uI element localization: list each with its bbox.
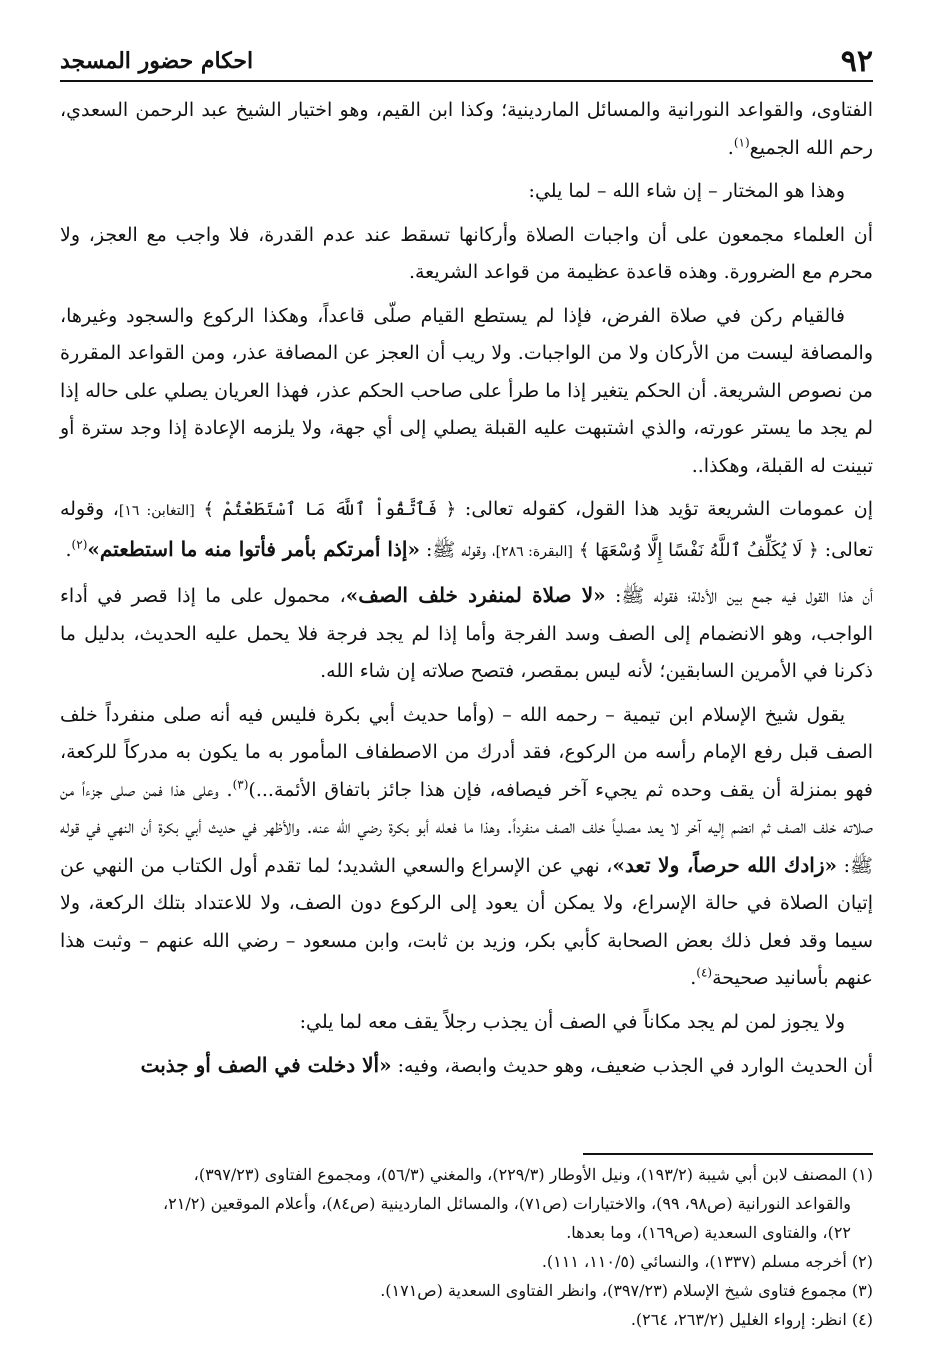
footnote-ref-1: (١) — [733, 135, 750, 150]
paragraph-5-tail: ، وقوله ﷺ: — [426, 538, 496, 561]
paragraph-5-mid: ، وقوله تعالى: — [60, 498, 873, 561]
paragraph-5-intro: إن عمومات الشريعة تؤيد هذا القول، كقوله تعالى: — [464, 498, 873, 520]
footnote-divider — [583, 1153, 873, 1155]
verse-ref-2: [البقرة: ٢٨٦] — [495, 543, 573, 560]
footnote-2: (٢) أخرجه مسلم (١٣٣٧)، والنسائي (١١٠/٥، ١١١). — [541, 1252, 873, 1271]
paragraph-8: ولا يجوز لمن لم يجد مكاناً في الصف أن يجذب رجلاً يقف معه لما يلي: — [299, 1010, 845, 1033]
footnote-ref-4: (٤) — [696, 965, 713, 980]
quran-verse-2: ﴿ لَا يُكَلِّفُ ٱللَّهُ نَفْسًا إِلَّا وُسْعَهَا ﴾ — [578, 539, 819, 561]
page-number: ٩٢ — [840, 44, 873, 79]
paragraph-6 — [60, 577, 873, 691]
paragraph-4: فالقيام ركن في صلاة الفرض، فإذا لم يستطع القيام صلّى قاعداً، وهكذا الركوع والسجود وغيرها، والمصافة ليست من الأركان ولا من الواجبات. ولا ريب أن العجز عن المصافة عذر، ومن القواعد المقررة من نصوص الشريعة. أن الحكم يتغير إذا ما طرأ على صاحب الحكم عذر، فهذا العريان يصلي على حاله إذا لم يجد ما يستر عورته، والذي اشتبهت عليه القبلة يصلي إلى أي جهة، ولا يلزمه الإعادة إذا وجد سترة أو تبينت له القبلة، وهكذا.. — [60, 304, 873, 477]
paragraph-5: إن عمومات الشريعة تؤيد هذا القول، كقوله تعالى: ﴿ فَٱتَّقُواْ ٱللَّهَ مَا ٱسْتَطَعْتُمْ ﴾ [التغابن: ١٦]، وقوله تعالى: ﴿ لَا يُكَلِّفُ ٱللَّهُ نَفْسًا إِلَّا وُسْعَهَا ﴾ [البقرة: ٢٨٦]، وقوله ﷺ: «إذا أمرتكم بأمر فأتوا منه ما استطعتم»$^{(٢)}$. — [60, 498, 873, 561]
footnote-4: (٤) انظر: إرواء الغليل (٢٦٣/٢، ٢٦٤). — [630, 1310, 873, 1329]
footnote-ref-2: (٢) — [71, 537, 88, 552]
paragraph-7-text: . وعلى هذا فمن صلى جزءاً من صلاته خلف الصف ثم انضم إليه آخر لا يعد مصلياً خلف الصف منفرداً. وهذا ما فعله أبو بكرة رضي الله عنه. والأظهر في حديث أبي بكرة أن النهي في قوله ﷺ: — [60, 778, 873, 877]
hadith-2: «لا صلاة لمنفرد خلف الصف» — [345, 583, 606, 607]
paragraph-9 — [60, 1047, 873, 1086]
hadith-3: «زادك الله حرصاً، ولا تعد» — [612, 852, 837, 877]
footnotes — [60, 1160, 873, 1334]
paragraph-1: الفتاوى، والقواعد النورانية والمسائل الماردينية؛ وكذا ابن القيم، وهو اختيار الشيخ عبد الرحمن السعدي، رحم الله الجميع$^{(١)}$. — [60, 99, 873, 159]
paragraph-2: وهذا هو المختار – إن شاء الله – لما يلي: — [528, 180, 845, 202]
paragraph-7-tail: ، نهي عن الإسراع والسعي الشديد؛ لما تقدم أول الكتاب من النهي عن إتيان الصلاة في حالة الإسراع، ولا يمكن أن يعود إلى الركوع دون الصف، ولا للاعتداد بتلك الركعة، ولا سيما وقد فعل ذلك بعض الصحابة كأبي بكر، وزيد بن ثابت، وابن مسعود – رضي الله عنهم – وثبت هذا عنهم بأسانيد صحيحة — [60, 854, 873, 989]
running-title: احكام حضور المسجد — [60, 48, 254, 74]
paragraph-6-intro: أن هذا القول فيه جمع بين الأدلة؛ فقوله ﷺ: — [615, 585, 873, 607]
paragraph-7-quote: يقول شيخ الإسلام ابن تيمية – رحمه الله – (وأما حديث أبي بكرة فليس فيه أنه صلى منفرداً خلف الصف قبل رفع الإمام رأسه من الركوع، فقد أدرك من الاصطفاف المأمور به ما يكون به مدركاً للركعة، فهو بمنزلة أن يقف وحده ثم يجيء آخر فيصافه، فإن هذا جائز باتفاق الأئمة...) — [60, 703, 874, 801]
page-header — [60, 40, 873, 82]
paragraph-1-text: الفتاوى، والقواعد النورانية والمسائل الماردينية؛ وكذا ابن القيم، وهو اختيار الشيخ عبد الرحمن السعدي، رحم الله الجميع — [60, 99, 873, 159]
footnote-3: (٣) مجموع فتاوى شيخ الإسلام (٣٩٧/٢٣)، وانظر الفتاوى السعدية (ص١٧١). — [380, 1281, 873, 1300]
verse-ref-1: [التغابن: ١٦] — [118, 503, 195, 519]
quran-verse-1: ﴿ فَٱتَّقُواْ ٱللَّهَ مَا ٱسْتَطَعْتُمْ ﴾ — [203, 499, 457, 520]
paragraph-6-text: ، محمول على ما إذا قصر في أداء الواجب، وهو الانضمام إلى الصف وسد الفرجة وأما إذا لم يجد فرجة فلا يحمل عليه الحديث، بدليل ما ذكرنا في الأمرين السابقين؛ لأنه ليس بمقصر، فتصح صلاته إن شاء الله. — [60, 585, 873, 682]
hadith-1: «إذا أمرتكم بأمر فأتوا منه ما استطعتم» — [87, 536, 420, 561]
hadith-4: «ألا دخلت في الصف أو جذبت — [140, 1053, 392, 1077]
footnote-ref-3: (٣) — [232, 777, 249, 792]
paragraph-3: أن العلماء مجمعون على أن واجبات الصلاة وأركانها تسقط عند عدم القدرة، فلا واجب مع العجز، ولا محرم مع الضرورة. وهذه قاعدة عظيمة من قواعد الشريعة. — [60, 223, 873, 283]
footnote-1-line-3: ٢٢)، والفتاوى السعدية (ص١٦٩)، وما بعدها. — [566, 1223, 851, 1242]
footnote-1-line-2: والقواعد النورانية (ص٩٨، ٩٩)، والاختيارات (ص٧١)، والمسائل الماردينية (ص٨٤)، وأعلام الموقعين (٢١/٢، — [162, 1194, 851, 1213]
paragraph-7: يقول شيخ الإسلام ابن تيمية – رحمه الله – (وأما حديث أبي بكرة فليس فيه أنه صلى منفرداً خلف الصف قبل رفع الإمام رأسه من الركوع، فقد أدرك من الاصطفاف المأمور به ما يكون به مدركاً للركعة، فهو بمنزلة أن يقف وحده ثم يجيء آخر فيصافه، فإن هذا جائز باتفاق الأئمة...)$^{(٣)}$. وعلى هذا فمن صلى جزءاً من صلاته خلف الصف ثم انضم إليه آخر لا يعد مصلياً خلف الصف منفرداً. وهذا ما فعله أبو بكرة رضي الله عنه. والأظهر في حديث أبي بكرة أن النهي في قوله ﷺ: «زادك الله حرصاً، ولا تعد»، نهي عن الإسراع والسعي الشديد؛ لما تقدم أول الكتاب من النهي عن إتيان الصلاة في حالة الإسراع، ولا يمكن أن يعود إلى الركوع دون الصف، ولا للاعتداد بتلك الركعة، ولا سيما وقد فعل ذلك بعض الصحابة كأبي بكر، وزيد بن ثابت، وابن مسعود – رضي الله عنهم – وثبت هذا عنهم بأسانيد صحيحة$^{(٤)}$. — [60, 703, 874, 989]
paragraph-9-text: أن الحديث الوارد في الجذب ضعيف، وهو حديث وابصة، وفيه: — [397, 1055, 873, 1077]
body-text — [60, 92, 873, 1092]
footnote-1: (١) المصنف لابن أبي شيبة (١٩٣/٢)، ونيل الأوطار (٢٢٩/٣)، والمغني (٥٦/٣)، ومجموع الفتاوى (٣٩٧/٢٣)، — [193, 1165, 873, 1184]
